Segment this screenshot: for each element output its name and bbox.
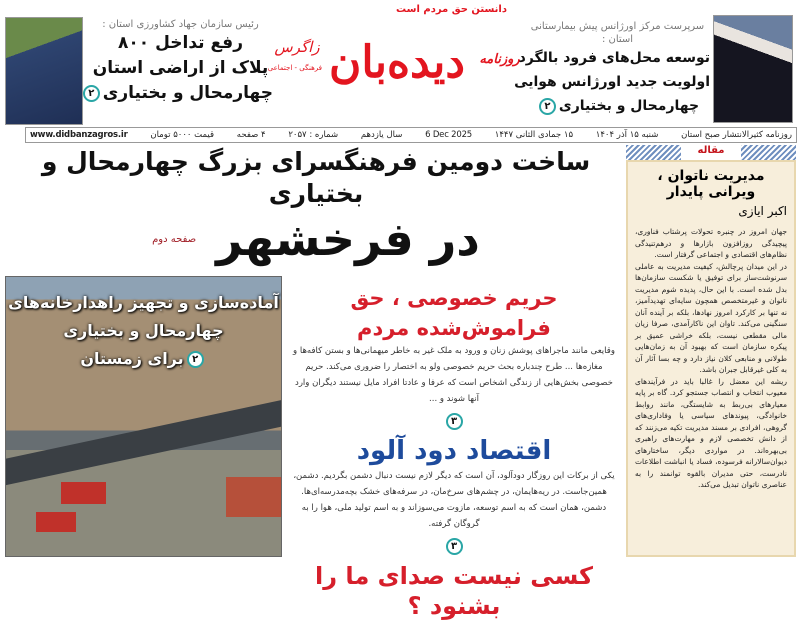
stories-column [286, 283, 622, 621]
page-number-badge: ۳ [446, 538, 463, 555]
right-story-line: توسعه محل‌های فرود بالگرد [518, 50, 710, 66]
newspaper-logo[interactable] [267, 0, 527, 125]
truck [36, 512, 76, 532]
road [5, 392, 282, 488]
page-number-badge: ۲ [539, 98, 556, 115]
official-photo [5, 17, 83, 125]
main-headline[interactable]: ساخت دومین فرهنگسرای بزرگ چهارمحال و بختیاری [41, 147, 591, 208]
left-story-kicker: رئیس سازمان جهاد کشاورزی استان : [102, 19, 259, 30]
page-reference: صفحه دوم [152, 233, 197, 245]
story-headline[interactable]: اقتصاد دود آلود [356, 436, 552, 466]
story-headline[interactable]: حریم خصوصی ، حق فراموش‌شده مردم [350, 286, 558, 340]
main-headline-line2[interactable]: در فرخشهر [216, 212, 480, 266]
column-title: مدیریت ناتوان ، ویرانی پایدار [657, 168, 765, 200]
story-body: وقایعی مانند ماجراهای پوشش زنان و ورود به ملک غیر به خاطر میهمانی‌ها و بستن کافه‌ها و مغازه‌ها ... طرح چندباره بحث حریم خصوصی ولو به اختصار را ضروری می‌کند. حریم خصوصی بخش‌هایی از زندگی اشخاص است که عرفا و عادتا افراد مایل نیستند دیگران وارد آنها شوند و ... [293, 346, 615, 404]
photo-headline-line: آماده‌سازی و تجهیز راهدارخانه‌های [8, 293, 279, 312]
logo-main: دیده‌بان [329, 37, 465, 88]
photo-headline-line: برای زمستان [80, 349, 184, 368]
paper-description: روزنامه کثیرالانتشار صبح استان [681, 130, 792, 140]
right-story[interactable] [514, 20, 710, 118]
column-paragraph: جهان امروز در چنبره تحولات پرشتاب فناوری، پیچیدگی روزافزون بازارها و درهم‌تنیدگی نظام‌های اقتصادی و اجتماعی گرفتار است. [635, 227, 787, 259]
left-story-line: چهارمحال و بختیاری [102, 83, 273, 103]
page-count: ۴ صفحه [236, 130, 266, 140]
logo-tagline: فرهنگی - اجتماعی [267, 64, 322, 72]
left-story[interactable] [88, 18, 273, 106]
right-story-line: چهارمحال و بختیاری [558, 98, 700, 114]
column-author: اکبر ایازی [738, 204, 787, 218]
truck [61, 482, 106, 504]
photo-headline-line: چهارمحال و بختیاری [63, 321, 224, 340]
date-gregorian: 6 Dec 2025 [425, 130, 473, 140]
section-tab [626, 145, 796, 160]
story-body: یکی از برکات این روزگار دودآلود، آن است که دیگر لازم نیست دنبال دشمن بگردیم. دشمن، همین‌جاست. در ریه‌هایمان، در چشم‌های سرخ‌مان، در سرفه‌های خشک بچه‌مدرسه‌ای‌ها. دشمن، همان است که به اسم توسعه، مازوت می‌سوزاند و به اسم تولید ملی، هوا را به گروگان گرفته. [293, 471, 615, 529]
column-paragraph: ریشه این معضل را غالبا باید در فرآیندهای معیوب انتخاب و انتصاب جستجو کرد. گاه بر پایه معیارهای بی‌ربط به شایستگی، مانند روابط خانوادگی، پیوندهای سیاسی یا وفاداری‌های گروهی، افرادی بر مسند مدیریت تکیه می‌زنند که از دانش تخصصی لازم و مهارت‌های راهبری بی‌بهره‌اند. در مواردی دیگر، ساختارهای دیوان‌سالارانه فرسوده، فساد یا انباشت اطلاعات نادرست، حتی مدیران بالقوه توانمند را به عناصری ناتوان تبدیل می‌کند. [635, 376, 787, 489]
main-headline-block [10, 146, 622, 268]
road-photo[interactable] [5, 276, 282, 557]
info-bar [25, 127, 797, 143]
column-paragraph: در این میدان پرچالش، کیفیت مدیریت به عاملی سرنوشت‌ساز برای توفیق یا شکست سازمان‌ها بدل شده است. با این حال، پدیده شوم مدیریت ناتوان و غیرمتخصص همچون سایه‌ای تهدیدآمیز، نه تنها بر کارکرد امروز نهادها، بلکه بر آینده آنان سنگینی می‌کند. تاوان این ناکارآمدی، صرفا زیان مالی مقطعی نیست، بلکه خراشی عمیق بر پیکره سازمان است که بهبود آن به زمان‌هایی طولانی و منابعی کلان نیاز دارد و چه بسا آثار آن به کلی غیرقابل جبران باشد. [635, 261, 787, 374]
page-number-badge: ۲ [187, 351, 204, 368]
building-roof [226, 477, 282, 517]
logo-prefix: روزنامه [479, 52, 520, 67]
date-hijri: ۱۵ جمادی الثانی ۱۴۴۷ [494, 130, 574, 140]
main-headline-row [152, 210, 480, 268]
section-label: مقاله [681, 145, 741, 160]
year: سال یازدهم [360, 130, 403, 140]
website-link[interactable]: www.didbanzagros.ir [30, 130, 128, 140]
right-story-line: اولویت جدید اورژانس هوایی [514, 74, 710, 90]
right-story-kicker: سرپرست مرکز اورژانس پیش بیمارستانی استان : [530, 21, 705, 45]
page-number-badge: ۳ [446, 413, 463, 430]
opinion-column[interactable] [626, 160, 796, 557]
logo-suffix: زاگرس [274, 38, 320, 56]
story-headline[interactable]: کسی نیست صدای ما را بشنود ؟ [315, 562, 593, 620]
official-photo [713, 15, 793, 123]
page-number-badge: ۲ [83, 85, 100, 102]
left-story-line: پلاک از اراضی استان [92, 58, 269, 78]
issue-number: شماره : ۲۰۵۷ [288, 130, 339, 140]
price: قیمت ۵۰۰۰ تومان [150, 130, 215, 140]
date-persian: شنبه ۱۵ آذر ۱۴۰۴ [595, 130, 659, 140]
slogan: دانستن حق مردم است [396, 4, 507, 15]
left-story-line: رفع تداخل ۸۰۰ [118, 33, 243, 53]
